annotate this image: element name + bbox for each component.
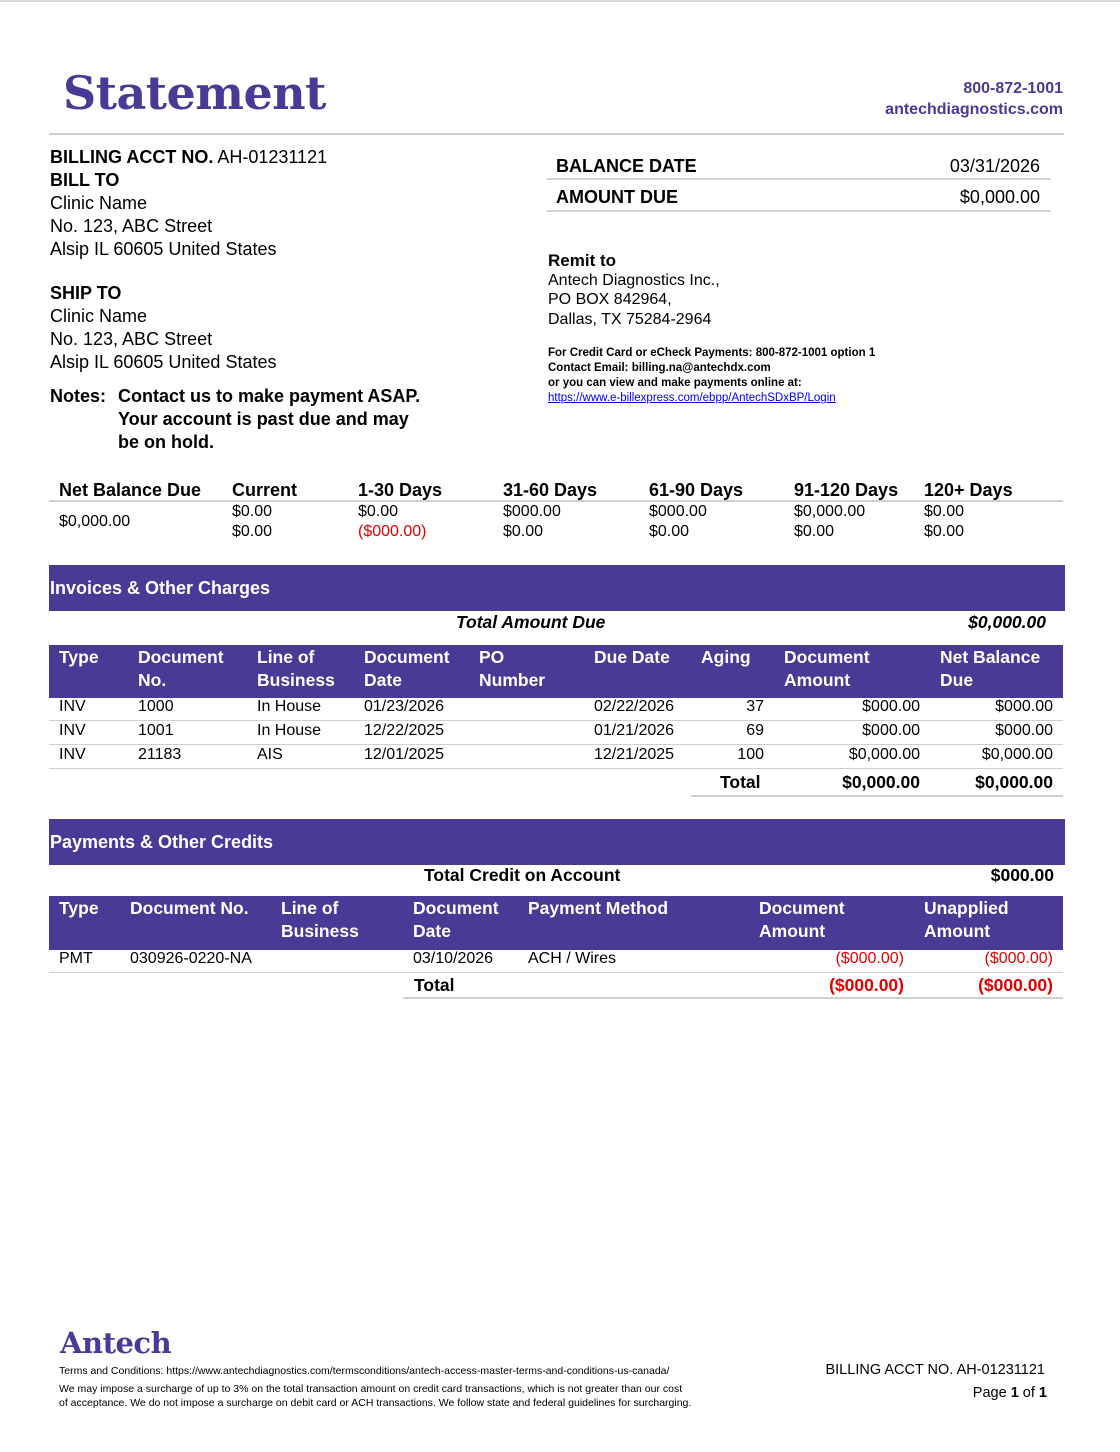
aging-value: $000.00 bbox=[649, 503, 707, 520]
surcharge-notice bbox=[59, 1382, 691, 1410]
cell-doc-no: 1000 bbox=[138, 698, 174, 715]
billing-acct-number: AH-01231121 bbox=[217, 147, 328, 167]
col-document-amount: Document Amount bbox=[759, 898, 845, 941]
cell-amount: $000.00 bbox=[862, 698, 920, 715]
col-po-number: PO Number bbox=[479, 647, 546, 690]
phone-number: 800-872-1001 bbox=[963, 80, 1063, 97]
aging-120-plus bbox=[924, 502, 964, 542]
cell-type: INV bbox=[59, 722, 86, 739]
invoices-total-amount: $0,000.00 bbox=[842, 772, 920, 792]
cell-doc-no: 21183 bbox=[138, 746, 182, 763]
payment-online-line: or you can view and make payments online at: bbox=[548, 377, 802, 389]
bill-to-label: BILL TO bbox=[50, 170, 120, 190]
col-type: Type bbox=[59, 647, 99, 667]
invoices-table-body bbox=[49, 698, 1063, 770]
aging-value: $0.00 bbox=[358, 503, 399, 520]
col-aging: Aging bbox=[701, 647, 751, 667]
cell-amount: ($000.00) bbox=[835, 950, 904, 967]
row-divider bbox=[49, 972, 1063, 973]
aging-current bbox=[232, 502, 272, 542]
billing-acct-line bbox=[50, 146, 327, 169]
balance-date: 03/31/2026 bbox=[949, 156, 1040, 176]
aging-value: $0.00 bbox=[794, 523, 835, 540]
bill-to-street: No. 123, ABC Street bbox=[50, 216, 213, 236]
antech-logo: Antech bbox=[60, 1326, 172, 1360]
remit-line: Dallas, TX 75284-2964 bbox=[548, 310, 712, 328]
aging-value: $0,000.00 bbox=[794, 503, 866, 520]
amount-due-label: AMOUNT DUE bbox=[556, 187, 678, 207]
page-title: Statement bbox=[63, 66, 326, 120]
cell-aging: 69 bbox=[746, 722, 764, 739]
row-divider bbox=[49, 768, 1063, 769]
col-type: Type bbox=[59, 898, 99, 918]
cell-type: INV bbox=[59, 698, 86, 715]
notes-text bbox=[118, 385, 420, 454]
cell-lob: AIS bbox=[257, 746, 283, 763]
top-divider bbox=[0, 0, 1120, 2]
remit-line: Antech Diagnostics Inc., bbox=[548, 271, 720, 289]
col-unapplied-amount: Unapplied Amount bbox=[924, 898, 1009, 941]
aging-31-60 bbox=[503, 502, 561, 542]
cell-net-due: $0,000.00 bbox=[981, 746, 1053, 763]
payment-email-line: Contact Email: billing.na@antechdx.com bbox=[548, 362, 771, 374]
aging-value: $0.00 bbox=[924, 523, 965, 540]
aging-value: ($000.00) bbox=[358, 523, 427, 540]
total-amount-due-label: Total Amount Due bbox=[456, 612, 606, 632]
aging-header-31-60: 31-60 Days bbox=[503, 480, 598, 500]
cell-payment-method: ACH / Wires bbox=[528, 950, 616, 967]
cell-due-date: 01/21/2026 bbox=[594, 722, 675, 739]
surcharge-line: We may impose a surcharge of up to 3% on the total transaction amount on credit card transactions, which is not greater than our cost bbox=[59, 1383, 683, 1395]
total-credit: $000.00 bbox=[990, 865, 1054, 885]
surcharge-line: of acceptance. We do not impose a surcharge on debit card or ACH transactions. We follow state and federal guidelines for surcharging. bbox=[59, 1397, 692, 1409]
payment-link[interactable]: https://www.e-billexpress.com/ebpp/AntechSDxBP/Login bbox=[548, 392, 836, 404]
col-line-of-business: Line of Business bbox=[281, 898, 359, 941]
ship-to-name: Clinic Name bbox=[50, 306, 148, 326]
total-amount-due: $0,000.00 bbox=[968, 612, 1046, 632]
payments-total-label: Total bbox=[414, 975, 455, 995]
col-document-amount: Document Amount bbox=[784, 647, 870, 690]
page-number: Page 1 of 1 bbox=[972, 1385, 1047, 1401]
invoices-table-header bbox=[49, 645, 1063, 698]
col-due-date: Due Date bbox=[594, 647, 670, 667]
ship-to-street: No. 123, ABC Street bbox=[50, 329, 213, 349]
col-document-no: Document No. bbox=[138, 647, 224, 690]
col-document-date: Document Date bbox=[413, 898, 499, 941]
ship-to-city: Alsip IL 60605 United States bbox=[50, 352, 277, 372]
balance-date-label: BALANCE DATE bbox=[556, 156, 697, 176]
bill-to-city: Alsip IL 60605 United States bbox=[50, 239, 277, 259]
cell-doc-no: 030926-0220-NA bbox=[130, 950, 252, 967]
aging-header-120-plus: 120+ Days bbox=[924, 480, 1013, 500]
ship-to-block bbox=[50, 282, 276, 374]
cell-aging: 37 bbox=[746, 698, 764, 715]
cell-doc-date: 01/23/2026 bbox=[364, 698, 445, 715]
cell-due-date: 12/21/2025 bbox=[594, 746, 675, 763]
col-net-balance-due: Net Balance Due bbox=[940, 647, 1041, 690]
payments-section-header: Payments & Other Credits bbox=[49, 819, 1065, 865]
row-divider bbox=[49, 744, 1063, 745]
header-divider bbox=[49, 133, 1064, 135]
aging-header-91-120: 91-120 Days bbox=[794, 480, 899, 500]
payments-table-header bbox=[49, 896, 1063, 950]
invoices-total-label: Total bbox=[720, 772, 761, 792]
col-document-no: Document No. bbox=[130, 898, 249, 918]
aging-value: $0.00 bbox=[649, 523, 690, 540]
balance-divider bbox=[547, 178, 1051, 180]
cell-doc-date: 03/10/2026 bbox=[413, 950, 494, 967]
payments-total-unapplied: ($000.00) bbox=[978, 975, 1053, 995]
billing-acct-label: BILLING ACCT NO. bbox=[50, 147, 214, 167]
aging-header-current: Current bbox=[232, 480, 298, 500]
remit-line: PO BOX 842964, bbox=[548, 291, 672, 308]
cell-net-due: $000.00 bbox=[995, 722, 1053, 739]
footer-billing-acct: BILLING ACCT NO. AH-01231121 bbox=[825, 1362, 1045, 1378]
payment-phone-line: For Credit Card or eCheck Payments: 800-872-1001 option 1 bbox=[548, 347, 876, 359]
aging-header-net: Net Balance Due bbox=[59, 480, 202, 500]
total-credit-label: Total Credit on Account bbox=[424, 865, 621, 885]
payments-total-amount: ($000.00) bbox=[829, 975, 904, 995]
cell-due-date: 02/22/2026 bbox=[594, 698, 675, 715]
payments-table-body bbox=[49, 950, 1063, 974]
cell-lob: In House bbox=[257, 698, 322, 715]
invoices-section-header: Invoices & Other Charges bbox=[49, 565, 1065, 611]
cell-doc-date: 12/01/2025 bbox=[364, 746, 445, 763]
aging-value: $0.00 bbox=[924, 503, 965, 520]
notes-line: Contact us to make payment ASAP. bbox=[118, 386, 421, 406]
account-block bbox=[50, 146, 327, 261]
remit-label: Remit to bbox=[548, 251, 616, 270]
aging-91-120 bbox=[794, 502, 865, 542]
cell-aging: 100 bbox=[737, 746, 764, 763]
cell-net-due: $000.00 bbox=[995, 698, 1053, 715]
notes-line: be on hold. bbox=[118, 432, 214, 452]
amount-divider bbox=[547, 210, 1051, 212]
row-divider bbox=[49, 720, 1063, 721]
cell-amount: $000.00 bbox=[862, 722, 920, 739]
aging-1-30 bbox=[358, 502, 427, 542]
bill-to-name: Clinic Name bbox=[50, 193, 148, 213]
invoices-total-net: $0,000.00 bbox=[975, 772, 1053, 792]
aging-61-90 bbox=[649, 502, 707, 542]
col-line-of-business: Line of Business bbox=[257, 647, 335, 690]
aging-value: $000.00 bbox=[503, 503, 561, 520]
amount-due: $0,000.00 bbox=[959, 187, 1040, 207]
terms-and-conditions: Terms and Conditions: https://www.antechdiagnostics.com/termsconditions/antech-access-master-terms-and-conditions-us-canada/ bbox=[59, 1365, 670, 1377]
header-contact bbox=[885, 78, 1063, 120]
aging-header-1-30: 1-30 Days bbox=[358, 480, 443, 500]
aging-value: $0.00 bbox=[503, 523, 544, 540]
aging-value: $0.00 bbox=[232, 523, 273, 540]
cell-lob: In House bbox=[257, 722, 322, 739]
cell-type: PMT bbox=[59, 950, 93, 967]
invoices-total-divider bbox=[691, 795, 1063, 797]
aging-net-balance: $0,000.00 bbox=[59, 513, 131, 530]
payment-info bbox=[548, 346, 875, 406]
aging-value: $0.00 bbox=[232, 503, 273, 520]
notes-label: Notes: bbox=[50, 386, 107, 406]
cell-doc-date: 12/22/2025 bbox=[364, 722, 445, 739]
website: antechdiagnostics.com bbox=[885, 101, 1063, 118]
aging-header-61-90: 61-90 Days bbox=[649, 480, 744, 500]
payments-total-divider bbox=[403, 997, 1063, 999]
cell-unapplied: ($000.00) bbox=[984, 950, 1053, 967]
cell-amount: $0,000.00 bbox=[848, 746, 920, 763]
notes-line: Your account is past due and may bbox=[118, 409, 409, 429]
col-document-date: Document Date bbox=[364, 647, 450, 690]
cell-type: INV bbox=[59, 746, 86, 763]
col-payment-method: Payment Method bbox=[528, 898, 669, 918]
ship-to-label: SHIP TO bbox=[50, 283, 122, 303]
cell-doc-no: 1001 bbox=[138, 722, 174, 739]
remit-block bbox=[548, 251, 720, 329]
